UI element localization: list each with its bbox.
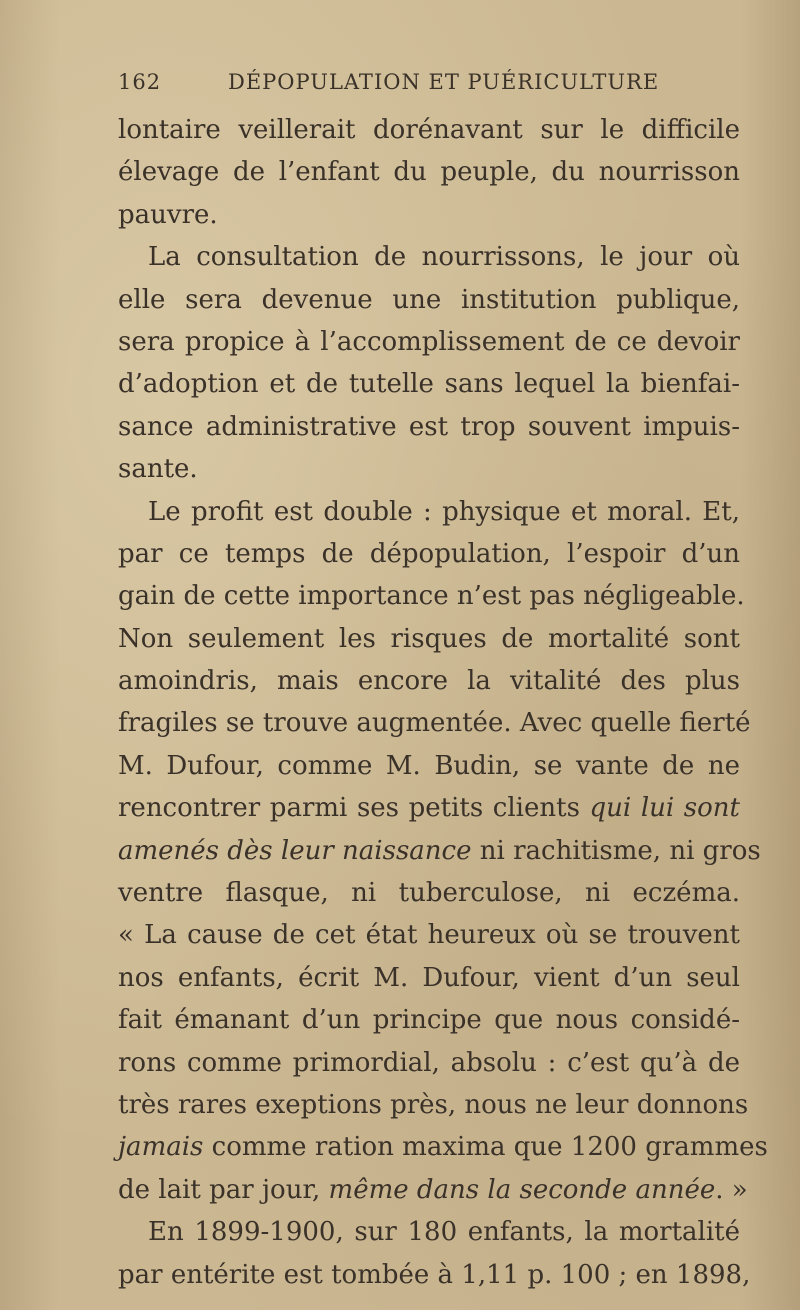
text-line: par entérite est tombée à 1,11 p. 100 ; en 1898, [118,1259,751,1290]
italic-segment: qui lui sont [589,793,740,824]
text-line: lontaire veillerait dorénavant sur le difficile [118,115,740,145]
text-line: La consultation de nourrissons, le jour où [148,242,740,273]
text-segment: de lait par jour, [118,1174,329,1205]
text-line: sance administrative est trop souvent impuis- [118,411,740,442]
text-line: Non seulement les risques de mortalité sont [118,623,740,654]
text-line: par ce temps de dépopulation, l’espoir d’un [118,538,740,569]
running-title: DÉPOPULATION ET PUÉRICULTURE [228,70,660,94]
italic-segment: jamais [118,1132,204,1163]
text-line: très rares exeptions près, nous ne leur donnons [118,1089,749,1120]
body-text [118,109,768,1296]
text-segment: . » [715,1174,748,1205]
text-line: d’adoption et de tutelle sans lequel la bienfai- [118,369,740,400]
text-line: fait émanant d’un principe que nous considé- [118,1005,740,1036]
book-page [118,0,768,1310]
text-line: sante. [118,454,198,485]
text-line [118,1169,748,1211]
text-line: gain de cette importance n’est pas négligeable. [118,581,745,612]
text-line: fragiles se trouve augmentée. Avec quelle fierté [118,708,751,739]
italic-segment: même dans la seconde année [328,1174,716,1205]
text-line: elle sera devenue une institution publique, [118,284,740,315]
text-line [118,1126,768,1168]
text-line: pauvre. [118,199,218,230]
text-line: élevage de l’enfant du peuple, du nourrisson [118,157,740,188]
text-line: ventre flasque, ni tuberculose, ni eczéma. [118,878,740,909]
text-line [118,787,740,829]
text-segment: comme ration maxima que 1200 grammes [203,1132,768,1163]
text-line [118,830,761,872]
text-line: En 1899-1900, sur 180 enfants, la mortalité [148,1217,740,1248]
running-header [118,70,740,100]
text-line: « La cause de cet état heureux où se trouvent [118,920,740,951]
text-line: Le profit est double : physique et moral. Et, [148,496,740,527]
page-number: 162 [118,70,162,94]
text-line: nos enfants, écrit M. Dufour, vient d’un seul [118,962,740,993]
italic-segment: amenés dès leur naissance [118,835,472,866]
text-segment: ni rachitisme, ni gros [471,835,761,866]
text-line: M. Dufour, comme M. Budin, se vante de ne [118,750,740,781]
text-line: rons comme primordial, absolu : c’est qu’à de [118,1047,740,1078]
text-line: sera propice à l’accomplissement de ce devoir [118,326,740,357]
text-line: amoindris, mais encore la vitalité des plus [118,666,740,697]
text-segment: rencontrer parmi ses petits clients [118,793,590,824]
